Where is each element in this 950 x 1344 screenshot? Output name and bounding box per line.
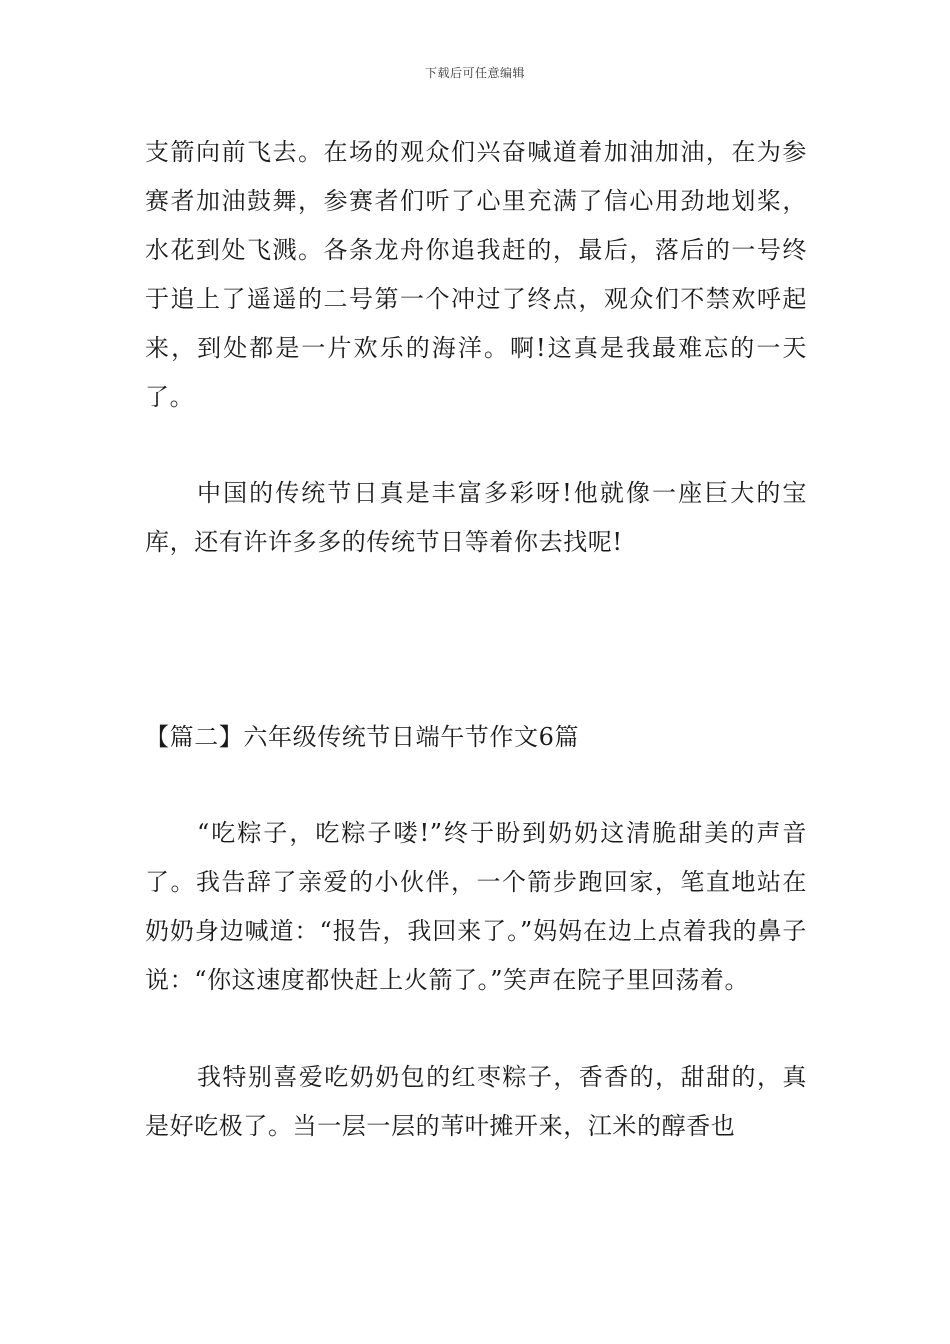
paragraph-dragon-boat-race-ending: 支箭向前飞去。在场的观众们兴奋喊道着加油加油，在为参赛者加油鼓舞，参赛者们听了心里充满了信心用劲地划桨，水花到处飞溅。各条龙舟你追我赶的，最后，落后的一号终于追上了遥遥的二号第一个冲过了终点，观众们不禁欢呼起来，到处都是一片欢乐的海洋。啊!这真是我最难忘的一天了。 (145, 138, 807, 411)
paragraph-festival-summary: 中国的传统节日真是丰富多彩呀!他就像一座巨大的宝库，还有许许多多的传统节日等着你去找呢! (145, 479, 807, 556)
paragraph-red-date-zongzi: 我特别喜爱吃奶奶包的红枣粽子，香香的，甜甜的，真是好吃极了。当一层一层的苇叶摊开来，江米的醇香也 (145, 1063, 807, 1140)
section-title: 【篇二】六年级传统节日端午节作文6篇 (145, 723, 580, 751)
paragraph-grandma-zongzi-call: “吃粽子，吃粽子喽!”终于盼到奶奶这清脆甜美的声音了。我告辞了亲爱的小伙伴，一个箭步跑回家，笔直地站在奶奶身边喊道：“报告，我回来了。”妈妈在边上点着我的鼻子说：“你这速度都快赶上火箭了。”笑声在院子里回荡着。 (145, 819, 807, 994)
page-header-note: 下载后可任意编辑 (424, 66, 525, 80)
document-body (145, 128, 807, 1151)
